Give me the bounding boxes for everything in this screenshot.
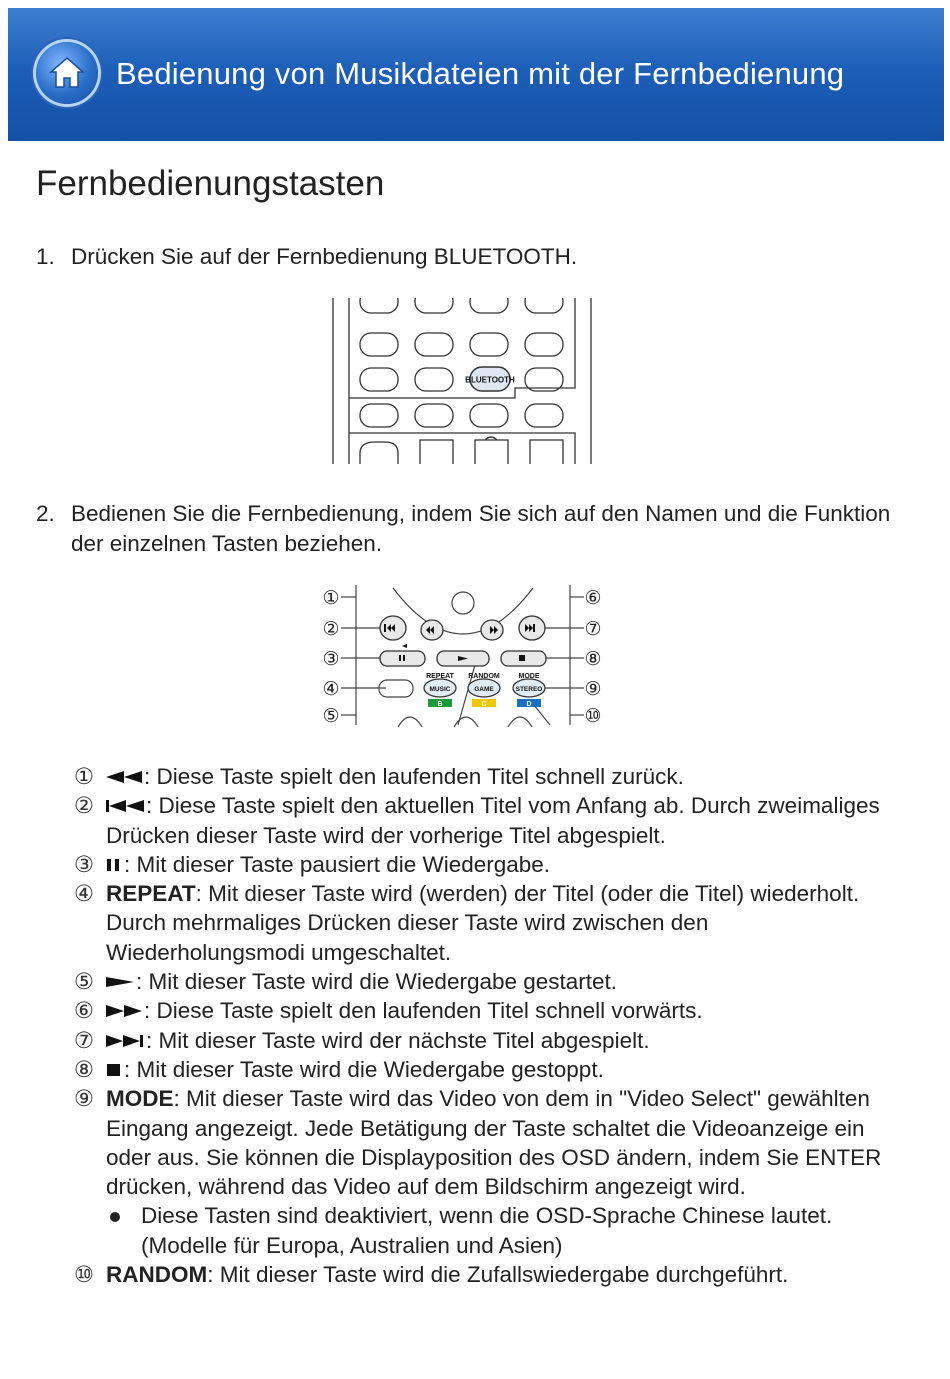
item-marker: ⑨ — [73, 1086, 95, 1112]
skip-forward-icon — [106, 1034, 146, 1048]
bullet-icon — [110, 1212, 120, 1222]
callout-5: ⑤ — [322, 705, 340, 727]
list-item — [72, 850, 892, 879]
random-label: RANDOM — [468, 673, 500, 680]
home-icon — [47, 53, 87, 93]
item-text: : Mit dieser Taste pausiert die Wiedergabe. — [124, 851, 551, 877]
item-marker: ① — [73, 764, 95, 789]
mode-label: MODE — [518, 673, 540, 680]
item-marker: ⑩ — [73, 1262, 95, 1288]
list-item — [72, 996, 892, 1025]
callout-6: ⑥ — [584, 587, 602, 609]
item-keyword: RANDOM — [106, 1262, 208, 1288]
stereo-label: STEREO — [515, 686, 543, 693]
list-item — [72, 1260, 892, 1289]
remote-playback-illustration — [318, 585, 608, 727]
rewind-icon — [106, 770, 144, 784]
callout-3: ③ — [322, 648, 340, 670]
item-text: : Mit dieser Taste wird die Wiedergabe gestartet. — [136, 969, 618, 995]
game-label: GAME — [474, 686, 494, 693]
step-text: Drücken Sie auf der Fernbedienung BLUETOOTH. — [71, 244, 578, 269]
play-icon — [106, 975, 136, 989]
item-text: : Mit dieser Taste wird das Video von dem in "Video Select" gewählten Eingang angezeigt. Jede Betätigung der Taste schaltet die Videoanzeige ein oder aus. Sie können die Displayposition des OSD ändern, indem Sie ENTER drücken, während das Video auf dem Bildschirm angezeigt wird. — [106, 1086, 882, 1200]
item-text: : Mit dieser Taste wird (werden) der Titel (oder die Titel) wiederholt. Durch mehrmaliges Drücken dieser Taste wird zwischen den Wiederholungsmodi umgeschaltet. — [106, 881, 860, 965]
item-marker: ③ — [73, 851, 95, 877]
skip-back-icon — [106, 799, 146, 813]
list-item — [72, 1026, 892, 1055]
pause-icon — [106, 858, 124, 872]
list-item — [72, 1084, 892, 1201]
item-marker: ⑧ — [73, 1056, 95, 1082]
stop-icon — [106, 1063, 124, 1077]
item-keyword: REPEAT — [106, 881, 196, 907]
pause-button[interactable] — [380, 651, 425, 666]
step-number: 2. — [36, 501, 55, 526]
note — [72, 1201, 892, 1260]
note-text: Diese Tasten sind deaktiviert, wenn die OSD-Sprache Chinese lautet. (Modelle für Europa, Australien und Asien) — [141, 1203, 833, 1258]
callout-7: ⑦ — [584, 618, 602, 640]
list-item — [72, 1055, 892, 1084]
item-text: : Diese Taste spielt den laufenden Titel schnell zurück. — [144, 764, 684, 789]
item-marker: ② — [73, 793, 95, 819]
remote-bluetooth-illustration — [330, 298, 594, 466]
button-description-list — [72, 762, 892, 1289]
step-number: 1. — [36, 244, 55, 269]
home-button[interactable] — [36, 42, 98, 104]
fast-forward-icon — [106, 1004, 144, 1018]
callout-9: ⑨ — [584, 678, 602, 700]
page-title: Fernbedienungstasten — [36, 164, 385, 203]
item-marker: ④ — [73, 881, 95, 907]
item-marker: ⑥ — [73, 998, 95, 1024]
color-key-b-label: B — [437, 701, 443, 708]
step-text: Bedienen Sie die Fernbedienung, indem Sie sich auf den Namen und die Funktion der einzelnen Tasten beziehen. — [71, 501, 891, 556]
list-item — [72, 791, 892, 850]
color-key-c-label: C — [481, 701, 487, 708]
callout-4: ④ — [322, 678, 340, 700]
music-label: MUSIC — [429, 686, 451, 693]
repeat-label: REPEAT — [426, 673, 454, 680]
callout-2: ② — [322, 618, 340, 640]
item-marker: ⑦ — [73, 1027, 95, 1053]
item-text: : Diese Taste spielt den laufenden Titel schnell vorwärts. — [144, 998, 703, 1024]
item-text: : Diese Taste spielt den aktuellen Titel vom Anfang ab. Durch zweimaliges Drücken dieser Taste wird der vorherige Titel abgespielt. — [106, 793, 880, 848]
list-item — [72, 762, 892, 791]
item-text: : Mit dieser Taste wird die Wiedergabe gestoppt. — [124, 1056, 604, 1082]
header-title: Bedienung von Musikdateien mit der Fernbedienung — [116, 56, 845, 91]
list-item — [72, 879, 892, 967]
list-item — [72, 967, 892, 996]
callout-1: ① — [322, 587, 340, 609]
color-key-d-label: D — [526, 701, 532, 708]
callout-10: ⑩ — [584, 705, 602, 727]
callout-8: ⑧ — [584, 648, 602, 670]
item-text: : Mit dieser Taste wird der nächste Titel abgespielt. — [146, 1027, 650, 1053]
item-keyword: MODE — [106, 1086, 174, 1112]
item-text: : Mit dieser Taste wird die Zufallswiedergabe durchgeführt. — [207, 1262, 789, 1288]
item-marker: ⑤ — [73, 969, 95, 995]
bluetooth-label: BLUETOOTH — [465, 375, 515, 385]
